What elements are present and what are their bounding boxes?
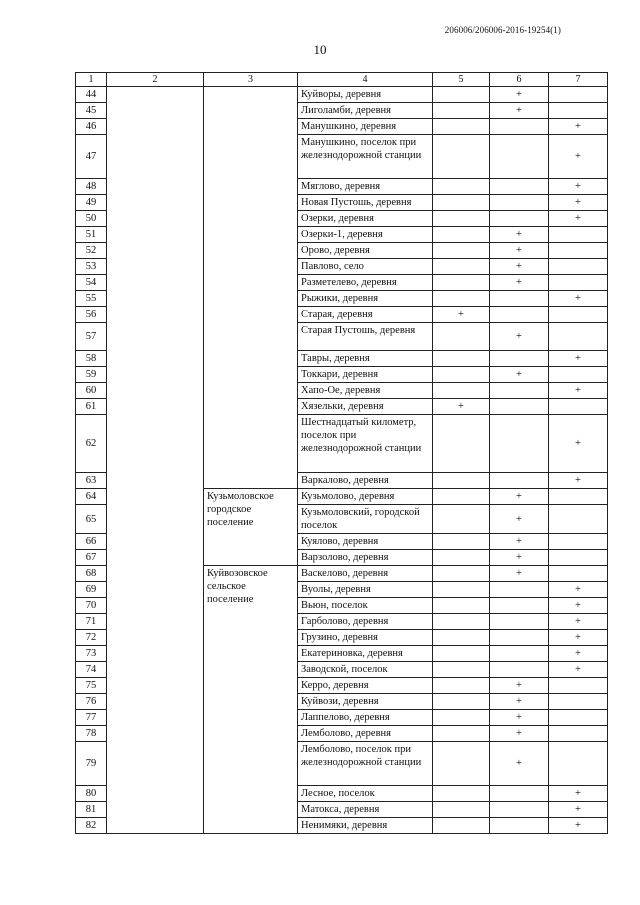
mark-cell-c5 xyxy=(433,786,490,802)
mark-cell-c6: + xyxy=(490,275,549,291)
mark-cell-c6 xyxy=(490,119,549,135)
locality-name: Хапо-Ое, деревня xyxy=(298,383,433,399)
locality-name: Матокса, деревня xyxy=(298,802,433,818)
row-number: 70 xyxy=(76,598,107,614)
column-header: 5 xyxy=(433,73,490,87)
row-number: 74 xyxy=(76,662,107,678)
locality-name: Шестнадцатый километр, поселок при железнодорожной станции xyxy=(298,415,433,473)
mark-cell-c5: + xyxy=(433,307,490,323)
mark-cell-c7 xyxy=(549,259,608,275)
mark-cell-c7: + xyxy=(549,818,608,834)
row-number: 61 xyxy=(76,399,107,415)
table-body xyxy=(76,73,608,834)
mark-cell-c5 xyxy=(433,614,490,630)
mark-cell-c6 xyxy=(490,399,549,415)
mark-cell-c7 xyxy=(549,87,608,103)
locality-name: Хязельки, деревня xyxy=(298,399,433,415)
mark-cell-c7 xyxy=(549,726,608,742)
mark-cell-c5 xyxy=(433,323,490,351)
mark-cell-c7: + xyxy=(549,195,608,211)
mark-cell-c6 xyxy=(490,598,549,614)
mark-cell-c7 xyxy=(549,399,608,415)
row-number: 44 xyxy=(76,87,107,103)
page-number: 10 xyxy=(313,42,327,57)
mark-cell-c7: + xyxy=(549,415,608,473)
mark-cell-c6 xyxy=(490,646,549,662)
row-number: 75 xyxy=(76,678,107,694)
mark-cell-c7 xyxy=(549,566,608,582)
locality-name: Вьюн, поселок xyxy=(298,598,433,614)
mark-cell-c5 xyxy=(433,582,490,598)
mark-cell-c7: + xyxy=(549,662,608,678)
locality-name: Лиголамби, деревня xyxy=(298,103,433,119)
row-number: 63 xyxy=(76,473,107,489)
mark-cell-c5 xyxy=(433,489,490,505)
mark-cell-c6: + xyxy=(490,227,549,243)
mark-cell-c7 xyxy=(549,678,608,694)
mark-cell-c6 xyxy=(490,291,549,307)
row-number: 71 xyxy=(76,614,107,630)
locality-name: Екатериновка, деревня xyxy=(298,646,433,662)
row-number: 58 xyxy=(76,351,107,367)
locality-name: Лесное, поселок xyxy=(298,786,433,802)
mark-cell-c7: + xyxy=(549,135,608,179)
locality-name: Павлово, село xyxy=(298,259,433,275)
row-number: 69 xyxy=(76,582,107,598)
mark-cell-c6: + xyxy=(490,87,549,103)
table-header-row xyxy=(76,73,608,87)
row-number: 49 xyxy=(76,195,107,211)
row-number: 65 xyxy=(76,505,107,534)
mark-cell-c6 xyxy=(490,614,549,630)
mark-cell-c6: + xyxy=(490,323,549,351)
row-number: 45 xyxy=(76,103,107,119)
locality-name: Куйворы, деревня xyxy=(298,87,433,103)
mark-cell-c7 xyxy=(549,275,608,291)
locality-name: Куялово, деревня xyxy=(298,534,433,550)
mark-cell-c6: + xyxy=(490,505,549,534)
mark-cell-c5 xyxy=(433,415,490,473)
mark-cell-c5 xyxy=(433,259,490,275)
mark-cell-c5 xyxy=(433,87,490,103)
mark-cell-c5 xyxy=(433,291,490,307)
mark-cell-c6: + xyxy=(490,726,549,742)
locality-name: Озерки-1, деревня xyxy=(298,227,433,243)
column-header: 1 xyxy=(76,73,107,87)
locality-name: Манушкино, поселок при железнодорожной станции xyxy=(298,135,433,179)
mark-cell-c5 xyxy=(433,119,490,135)
mark-cell-c5 xyxy=(433,505,490,534)
mark-cell-c5 xyxy=(433,802,490,818)
mark-cell-c5 xyxy=(433,598,490,614)
mark-cell-c7: + xyxy=(549,119,608,135)
row-number: 77 xyxy=(76,710,107,726)
mark-cell-c5 xyxy=(433,534,490,550)
mark-cell-c7: + xyxy=(549,614,608,630)
row-number: 80 xyxy=(76,786,107,802)
mark-cell-c6 xyxy=(490,135,549,179)
mark-cell-c7 xyxy=(549,742,608,786)
mark-cell-c7 xyxy=(549,227,608,243)
locality-name: Новая Пустошь, деревня xyxy=(298,195,433,211)
mark-cell-c6 xyxy=(490,307,549,323)
mark-cell-c6: + xyxy=(490,243,549,259)
mark-cell-c6: + xyxy=(490,566,549,582)
locality-name: Варзолово, деревня xyxy=(298,550,433,566)
row-number: 66 xyxy=(76,534,107,550)
table-row xyxy=(76,87,608,103)
locality-name: Манушкино, деревня xyxy=(298,119,433,135)
column-header: 2 xyxy=(107,73,204,87)
mark-cell-c7 xyxy=(549,505,608,534)
mark-cell-c6 xyxy=(490,818,549,834)
mark-cell-c6 xyxy=(490,351,549,367)
settlement-cell xyxy=(204,87,298,489)
locality-name: Гарболово, деревня xyxy=(298,614,433,630)
document-id: 206006/206006-2016-19254(1) xyxy=(444,25,561,35)
mark-cell-c5 xyxy=(433,630,490,646)
mark-cell-c6 xyxy=(490,179,549,195)
mark-cell-c6 xyxy=(490,211,549,227)
locality-name: Лемболово, деревня xyxy=(298,726,433,742)
mark-cell-c6 xyxy=(490,195,549,211)
mark-cell-c5 xyxy=(433,818,490,834)
row-number: 53 xyxy=(76,259,107,275)
row-number: 55 xyxy=(76,291,107,307)
mark-cell-c6 xyxy=(490,802,549,818)
row-number: 76 xyxy=(76,694,107,710)
row-number: 51 xyxy=(76,227,107,243)
locality-name: Куйвози, деревня xyxy=(298,694,433,710)
row-number: 48 xyxy=(76,179,107,195)
locality-name: Керро, деревня xyxy=(298,678,433,694)
district-cell xyxy=(107,87,204,834)
mark-cell-c5: + xyxy=(433,399,490,415)
mark-cell-c7 xyxy=(549,550,608,566)
column-header: 4 xyxy=(298,73,433,87)
row-number: 50 xyxy=(76,211,107,227)
mark-cell-c7: + xyxy=(549,802,608,818)
row-number: 68 xyxy=(76,566,107,582)
locality-name: Заводской, поселок xyxy=(298,662,433,678)
mark-cell-c7: + xyxy=(549,473,608,489)
mark-cell-c5 xyxy=(433,726,490,742)
mark-cell-c5 xyxy=(433,275,490,291)
mark-cell-c6: + xyxy=(490,103,549,119)
mark-cell-c6 xyxy=(490,383,549,399)
locality-name: Грузино, деревня xyxy=(298,630,433,646)
mark-cell-c5 xyxy=(433,351,490,367)
locality-name: Озерки, деревня xyxy=(298,211,433,227)
mark-cell-c7 xyxy=(549,710,608,726)
mark-cell-c6 xyxy=(490,582,549,598)
mark-cell-c7: + xyxy=(549,383,608,399)
mark-cell-c7: + xyxy=(549,786,608,802)
row-number: 82 xyxy=(76,818,107,834)
locality-name: Кузьмоловский, городской поселок xyxy=(298,505,433,534)
row-number: 46 xyxy=(76,119,107,135)
locality-name: Орово, деревня xyxy=(298,243,433,259)
locality-name: Лемболово, поселок при железнодорожной станции xyxy=(298,742,433,786)
locality-name: Старая Пустошь, деревня xyxy=(298,323,433,351)
row-number: 62 xyxy=(76,415,107,473)
mark-cell-c7 xyxy=(549,307,608,323)
row-number: 59 xyxy=(76,367,107,383)
mark-cell-c5 xyxy=(433,662,490,678)
mark-cell-c6 xyxy=(490,473,549,489)
mark-cell-c7 xyxy=(549,694,608,710)
mark-cell-c5 xyxy=(433,227,490,243)
mark-cell-c5 xyxy=(433,195,490,211)
mark-cell-c7: + xyxy=(549,582,608,598)
mark-cell-c5 xyxy=(433,211,490,227)
mark-cell-c7 xyxy=(549,103,608,119)
mark-cell-c5 xyxy=(433,550,490,566)
mark-cell-c5 xyxy=(433,103,490,119)
mark-cell-c7 xyxy=(549,323,608,351)
locality-name: Рыжики, деревня xyxy=(298,291,433,307)
mark-cell-c6: + xyxy=(490,489,549,505)
column-header: 6 xyxy=(490,73,549,87)
row-number: 47 xyxy=(76,135,107,179)
row-number: 60 xyxy=(76,383,107,399)
locality-name: Васкелово, деревня xyxy=(298,566,433,582)
mark-cell-c7: + xyxy=(549,179,608,195)
mark-cell-c6 xyxy=(490,415,549,473)
row-number: 64 xyxy=(76,489,107,505)
mark-cell-c6: + xyxy=(490,710,549,726)
settlement-cell: Кузьмоловское городское поселение xyxy=(204,489,298,566)
mark-cell-c6 xyxy=(490,630,549,646)
locality-name: Тавры, деревня xyxy=(298,351,433,367)
row-number: 67 xyxy=(76,550,107,566)
mark-cell-c6: + xyxy=(490,259,549,275)
mark-cell-c5 xyxy=(433,383,490,399)
mark-cell-c7: + xyxy=(549,598,608,614)
locality-name: Кузьмолово, деревня xyxy=(298,489,433,505)
settlement-cell: Куйвозовское сельское поселение xyxy=(204,566,298,834)
row-number: 52 xyxy=(76,243,107,259)
row-number: 72 xyxy=(76,630,107,646)
mark-cell-c7: + xyxy=(549,351,608,367)
row-number: 56 xyxy=(76,307,107,323)
mark-cell-c6: + xyxy=(490,694,549,710)
settlements-table xyxy=(75,72,608,834)
mark-cell-c7: + xyxy=(549,211,608,227)
mark-cell-c7 xyxy=(549,367,608,383)
mark-cell-c6: + xyxy=(490,678,549,694)
mark-cell-c5 xyxy=(433,473,490,489)
mark-cell-c7: + xyxy=(549,630,608,646)
mark-cell-c7 xyxy=(549,489,608,505)
locality-name: Токкари, деревня xyxy=(298,367,433,383)
column-header: 3 xyxy=(204,73,298,87)
mark-cell-c5 xyxy=(433,179,490,195)
mark-cell-c6: + xyxy=(490,367,549,383)
row-number: 54 xyxy=(76,275,107,291)
locality-name: Мяглово, деревня xyxy=(298,179,433,195)
mark-cell-c6: + xyxy=(490,534,549,550)
locality-name: Старая, деревня xyxy=(298,307,433,323)
row-number: 81 xyxy=(76,802,107,818)
mark-cell-c5 xyxy=(433,243,490,259)
mark-cell-c6 xyxy=(490,786,549,802)
locality-name: Ненимяки, деревня xyxy=(298,818,433,834)
row-number: 79 xyxy=(76,742,107,786)
mark-cell-c6 xyxy=(490,662,549,678)
column-header: 7 xyxy=(549,73,608,87)
mark-cell-c5 xyxy=(433,646,490,662)
locality-name: Варкалово, деревня xyxy=(298,473,433,489)
locality-name: Разметелево, деревня xyxy=(298,275,433,291)
mark-cell-c5 xyxy=(433,135,490,179)
locality-name: Лаппелово, деревня xyxy=(298,710,433,726)
mark-cell-c6: + xyxy=(490,742,549,786)
mark-cell-c7: + xyxy=(549,291,608,307)
mark-cell-c7: + xyxy=(549,646,608,662)
mark-cell-c5 xyxy=(433,694,490,710)
mark-cell-c5 xyxy=(433,742,490,786)
locality-name: Вуолы, деревня xyxy=(298,582,433,598)
mark-cell-c5 xyxy=(433,710,490,726)
mark-cell-c6: + xyxy=(490,550,549,566)
row-number: 78 xyxy=(76,726,107,742)
row-number: 57 xyxy=(76,323,107,351)
mark-cell-c5 xyxy=(433,566,490,582)
mark-cell-c5 xyxy=(433,367,490,383)
mark-cell-c7 xyxy=(549,534,608,550)
mark-cell-c7 xyxy=(549,243,608,259)
mark-cell-c5 xyxy=(433,678,490,694)
row-number: 73 xyxy=(76,646,107,662)
